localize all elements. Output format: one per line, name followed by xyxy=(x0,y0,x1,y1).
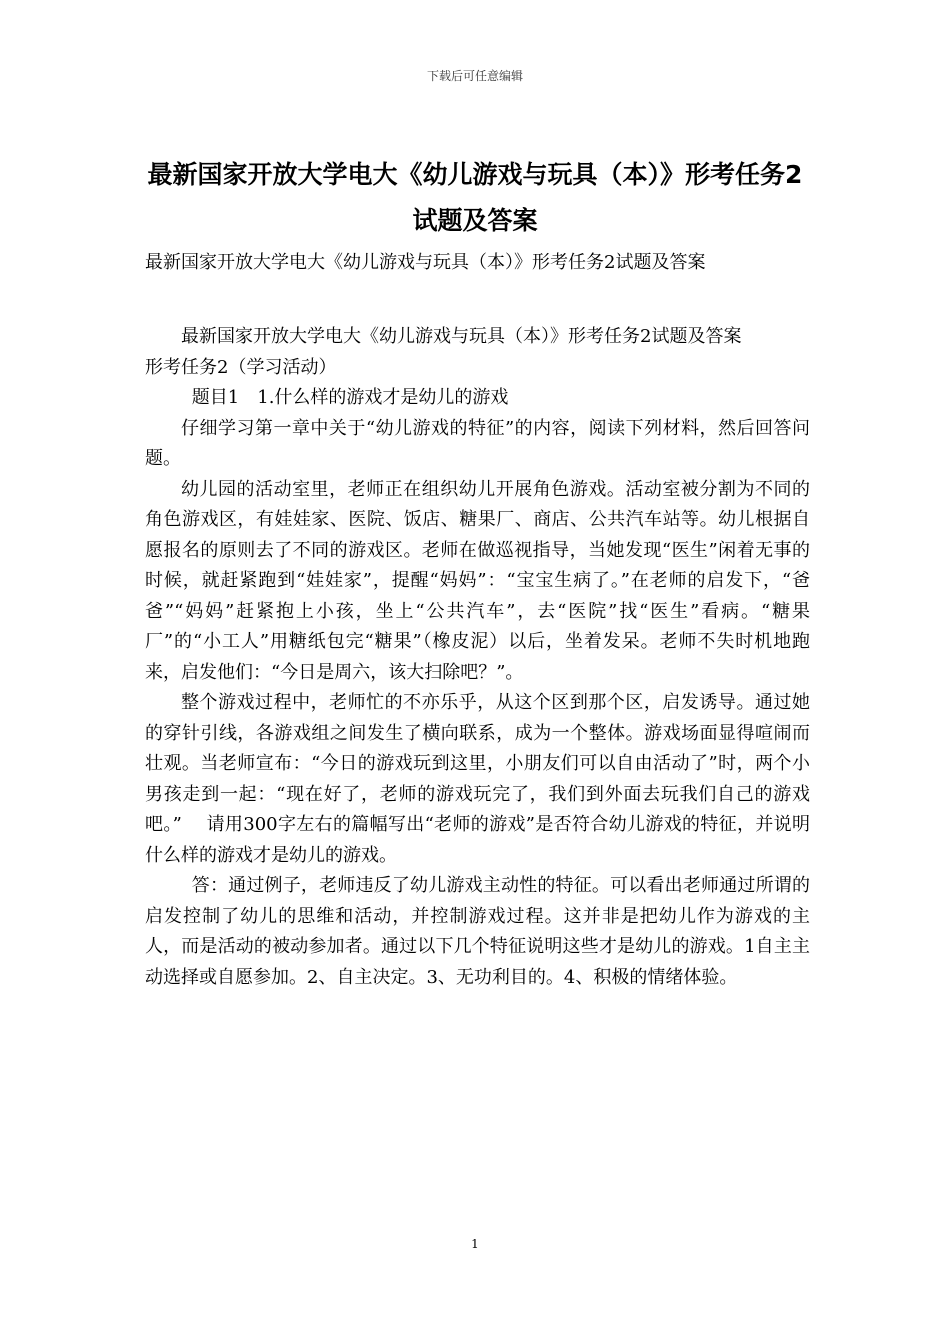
document-subtitle: 最新国家开放大学电大《幼儿游戏与玩具（本）》形考任务2试题及答案 xyxy=(145,252,706,273)
paragraph-material-1: 幼儿园的活动室里，老师正在组织幼儿开展角色游戏。活动室被分割为不同的角色游戏区，有娃娃家、医院、饭店、糖果厂、商店、公共汽车站等。幼儿根据自愿报名的原则去了不同的游戏区。老师在做巡视指导，当她发现“医生”闲着无事的时候，就赶紧跑到“娃娃家”，提醒“妈妈”：“宝宝生病了。”在老师的启发下，“爸爸”“妈妈”赶紧抱上小孩，坐上“公共汽车”，去“医院”找“医生”看病。“糖果厂”的“小工人”用糖纸包完“糖果”（橡皮泥）以后，坐着发呆。老师不失时机地跑来，启发他们：“今日是周六，该大扫除吧？”。 xyxy=(145,478,810,683)
paragraph-task-heading: 形考任务2（学习活动） xyxy=(145,356,337,378)
paragraph-instruction: 仔细学习第一章中关于“幼儿游戏的特征”的内容，阅读下列材料，然后回答问题。 xyxy=(145,417,810,469)
document-title: 最新国家开放大学电大《幼儿游戏与玩具（本）》形考任务2试题及答案 xyxy=(147,160,803,235)
paragraph-question-title: 题目1 1.什么样的游戏才是幼儿的游戏 xyxy=(191,387,509,408)
header-note: 下载后可任意编辑 xyxy=(426,69,523,83)
page-number: 1 xyxy=(471,1237,479,1251)
paragraph-intro: 最新国家开放大学电大《幼儿游戏与玩具（本）》形考任务2试题及答案 xyxy=(181,326,742,347)
paragraph-material-2: 整个游戏过程中，老师忙的不亦乐乎，从这个区到那个区，启发诱导。通过她的穿针引线，各游戏组之间发生了横向联系，成为一个整体。游戏场面显得喧闹而壮观。当老师宣布：“今日的游戏玩到这里，小朋友们可以自由活动了”时，两个小男孩走到一起：“现在好了，老师的游戏玩完了，我们到外面去玩我们自己的游戏吧。” 请用300字左右的篇幅写出“老师的游戏”是否符合幼儿游戏的特征，并说明什么样的游戏才是幼儿的游戏。 xyxy=(145,692,810,866)
paragraph-answer: 答：通过例子，老师违反了幼儿游戏主动性的特征。可以看出老师通过所谓的启发控制了幼儿的思维和活动，并控制游戏过程。这并非是把幼儿作为游戏的主人，而是活动的被动参加者。通过以下几个特征说明这些才是幼儿的游戏。1自主主动选择或自愿参加。2、自主决定。3、无功利目的。4、积极的情绪体验。 xyxy=(145,875,810,988)
document-body xyxy=(145,322,810,993)
